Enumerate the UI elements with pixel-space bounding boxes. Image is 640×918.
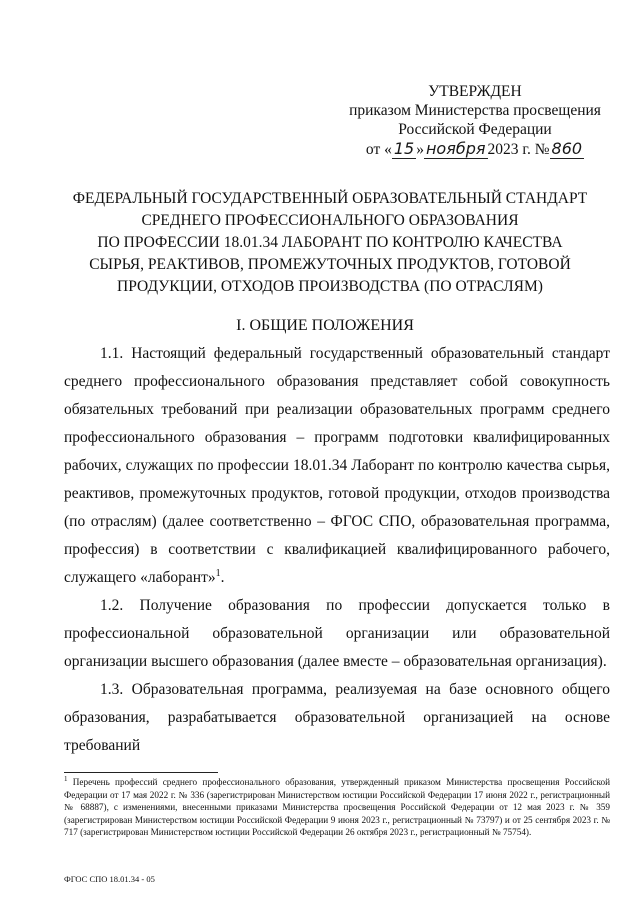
title-line: ФЕДЕРАЛЬНЫЙ ГОСУДАРСТВЕННЫЙ ОБРАЗОВАТЕЛЬНЫЙ СТАНДАРТ bbox=[72, 190, 588, 207]
handwritten-month: ноября bbox=[425, 139, 486, 158]
paragraph-1-2: 1.2. Получение образования по профессии допускается только в профессиональной образовательной организации или образовательной организации высшего образования (далее вместе – образовательная организация). bbox=[64, 597, 610, 670]
footnote-mark: 1 bbox=[64, 774, 68, 783]
date-prefix: от « bbox=[365, 141, 392, 158]
document-title bbox=[60, 188, 600, 298]
footnote-text: Перечень профессий среднего профессионального образования, утвержденный приказом Министерства просвещения Российской Федерации от 17 мая 2022 г. № 336 (зарегистрирован Министерством юстиции Российской Федерации 17 июня 2022 г., регистрационный № 68887), с изменениями, внесенными приказами Министерства просвещения Российской Федерации от 12 мая 2023 г. № 359 (зарегистрирован Министерством юстиции Российской Федерации 9 июня 2023 г., регистрационный № 73797) и от 25 сентября 2023 г. № 717 (зарегистрирован Министерством юстиции Российской Федерации 26 октября 2023 г., регистрационный № 75754). bbox=[64, 777, 610, 838]
title-line: СЫРЬЯ, РЕАКТИВОВ, ПРОМЕЖУТОЧНЫХ ПРОДУКТОВ, ГОТОВОЙ bbox=[89, 256, 571, 273]
footnote-ref: 1 bbox=[215, 567, 221, 579]
body-text bbox=[64, 340, 610, 760]
approval-line-2: Российской Федерации bbox=[398, 121, 552, 138]
footnote-divider bbox=[64, 772, 218, 773]
title-line: ПО ПРОФЕССИИ 18.01.34 ЛАБОРАНТ ПО КОНТРОЛЮ КАЧЕСТВА bbox=[97, 234, 563, 251]
date-mid: » bbox=[416, 141, 424, 158]
approval-date-line bbox=[330, 139, 620, 159]
section-heading: I. ОБЩИЕ ПОЛОЖЕНИЯ bbox=[236, 317, 414, 334]
approval-block bbox=[330, 82, 620, 159]
paragraph-1-1 bbox=[64, 340, 610, 592]
title-line: СРЕДНЕГО ПРОФЕССИОНАЛЬНОГО ОБРАЗОВАНИЯ bbox=[141, 212, 519, 229]
title-line: ПРОДУКЦИИ, ОТХОДОВ ПРОИЗВОДСТВА (ПО ОТРАСЛЯМ) bbox=[117, 278, 543, 295]
approval-line-1: приказом Министерства просвещения bbox=[349, 102, 601, 119]
paragraph-1-1-end: . bbox=[220, 569, 225, 586]
footnote bbox=[64, 776, 610, 839]
approval-heading: УТВЕРЖДЕН bbox=[428, 83, 522, 100]
handwritten-day: 15 bbox=[393, 139, 415, 158]
handwritten-order-number: 860 bbox=[551, 139, 583, 158]
paragraph-1-3: 1.3. Образовательная программа, реализуемая на базе основного общего образования, разрабатывается образовательной организацией на основе требований bbox=[64, 681, 610, 754]
date-year: 2023 г. № bbox=[487, 141, 550, 158]
paragraph-1-1-text: 1.1. Настоящий федеральный государственный образовательный стандарт среднего профессионального образования представляет собой совокупность обязательных требований при реализации образовательных программ среднего профессионального образования – программ подготовки квалифицированных рабочих, служащих по профессии 18.01.34 Лаборант по контролю качества сырья, реактивов, промежуточных продуктов, готовой продукции, отходов производства (по отраслям) (далее соответственно – ФГОС СПО, образовательная программа, профессия) в соответствии с квалификацией квалифицированного рабочего, служащего «лаборант» bbox=[64, 345, 610, 586]
page-footer-code: ФГОС СПО 18.01.34 - 05 bbox=[64, 874, 155, 884]
